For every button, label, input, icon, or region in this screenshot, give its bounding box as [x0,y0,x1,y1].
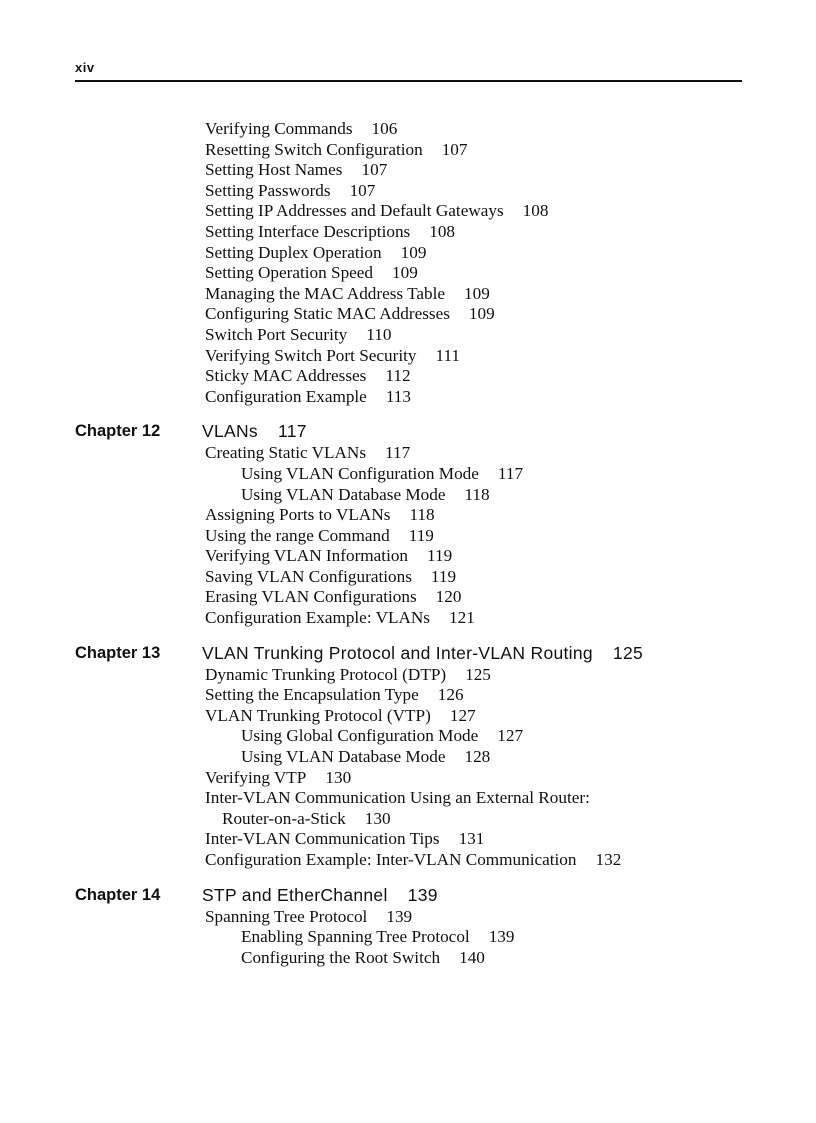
toc-entry-page: 130 [325,767,352,787]
toc-entry [0,181,816,202]
toc-entry [0,907,816,928]
toc-entry-title: Setting the Encapsulation Type [205,685,419,705]
toc-entry-title: Verifying Commands [205,119,353,138]
toc-entry-page: 127 [449,705,476,725]
toc-entry-page: 127 [497,726,524,746]
chapter-label: Chapter 14 [75,885,161,904]
toc-entry [0,160,816,181]
toc-entry-title: Configuration Example: Inter-VLAN Communication [205,850,577,869]
toc-entry-title: Spanning Tree Protocol [205,906,368,926]
toc-entry-page: 140 [459,947,485,967]
chapter-title-line [202,641,643,665]
toc-entry-title: Verifying Switch Port Security [205,345,417,365]
toc-entry-page: 139 [488,927,515,947]
toc-entry [0,927,816,948]
toc-entry-title: Using VLAN Database Mode [241,484,446,504]
chapter-label: Chapter 13 [75,643,161,662]
toc-entry [0,768,816,789]
toc-entry-title: Erasing VLAN Configurations [205,587,417,607]
toc-entry-page: 121 [449,608,475,628]
toc-entry-page: 109 [400,242,427,262]
toc-entry-page: 120 [435,587,462,607]
toc-entry-title: Verifying VTP [205,767,307,787]
toc-entry-title: Setting Host Names [205,160,343,180]
chapter-title: VLAN Trunking Protocol and Inter-VLAN Routing [202,642,593,663]
chapter-heading [0,419,816,443]
toc-entry-page: 107 [441,139,468,159]
toc-entry-page: 117 [385,443,411,463]
toc-entry-title: VLAN Trunking Protocol (VTP) [205,705,431,725]
toc-entry-page: 106 [371,119,398,138]
toc-entry-title: Configuring Static MAC Addresses [205,304,450,324]
toc-entry-title: Dynamic Trunking Protocol (DTP) [205,664,447,684]
toc-entry [0,346,816,367]
toc-entry-page: 111 [435,345,460,365]
toc-entry-title: Setting Operation Speed [205,263,374,283]
toc-entry-title: Switch Port Security [205,324,348,344]
toc-entry-page: 108 [522,201,549,221]
toc-entry-page: 131 [458,829,485,849]
toc-entry-page: 119 [408,525,434,545]
toc-entry [0,850,816,871]
toc-entry-title: Managing the MAC Address Table [205,283,446,303]
toc-entry [0,325,816,346]
table-of-contents [0,119,816,968]
toc-entry-title: Router-on-a-Stick [222,808,346,828]
toc-entry [0,119,816,140]
toc-entry-title: Setting IP Addresses and Default Gateways [205,201,504,221]
toc-entry [0,201,816,222]
toc-entry-page: 107 [361,160,388,180]
toc-entry [0,546,816,567]
toc-entry-page: 107 [349,180,376,200]
toc-entry [0,505,816,526]
toc-entry-title: Enabling Spanning Tree Protocol [241,927,470,947]
chapter-label: Chapter 12 [75,422,161,441]
toc-entry [0,665,816,686]
toc-entry-title: Configuration Example [205,386,367,406]
toc-entry-title: Using Global Configuration Mode [241,726,479,746]
chapter-page-number: 125 [612,642,644,663]
chapter-title: STP and EtherChannel [202,884,388,905]
toc-entry-title: Setting Interface Descriptions [205,221,411,241]
toc-entry-page: 109 [464,283,490,303]
toc-entry-page: 112 [385,366,411,386]
toc-entry [0,387,816,408]
toc-entry-page: 113 [385,386,411,406]
toc-entry [0,788,816,809]
chapter-heading [0,641,816,665]
toc-entry [0,809,816,830]
toc-entry-title: Using VLAN Configuration Mode [241,463,479,483]
toc-entry-title: Inter-VLAN Communication Using an External Router: [205,788,590,808]
toc-entry-page: 118 [409,505,435,525]
toc-entry [0,243,816,264]
toc-entry [0,140,816,161]
toc-entry [0,829,816,850]
toc-entry-title: Configuration Example: VLANs [205,608,430,628]
toc-entry-page: 128 [464,747,491,767]
toc-entry-title: Inter-VLAN Communication Tips [205,829,440,849]
toc-entry-page: 117 [497,463,524,483]
toc-entry-page: 139 [386,906,413,926]
chapter-title-line [202,419,307,443]
toc-entry [0,747,816,768]
toc-entry [0,263,816,284]
toc-entry [0,587,816,608]
toc-entry [0,366,816,387]
toc-entry [0,284,816,305]
toc-entry-title: Assigning Ports to VLANs [205,505,391,525]
toc-entry-title: Verifying VLAN Information [205,546,409,566]
toc-entry [0,948,816,969]
toc-entry-title: Resetting Switch Configuration [205,139,423,159]
chapter-page-number: 139 [407,884,438,905]
toc-entry-page: 119 [427,546,453,566]
chapter-title: VLANs [202,421,258,442]
page-header [75,58,742,82]
toc-entry-title: Configuring the Root Switch [241,947,441,967]
toc-entry [0,706,816,727]
toc-entry [0,485,816,506]
chapter-page-number: 117 [277,421,307,442]
toc-entry [0,304,816,325]
toc-entry [0,567,816,588]
toc-entry [0,464,816,485]
toc-entry-page: 132 [595,850,622,869]
toc-entry-page: 110 [366,324,392,344]
toc-entry-page: 125 [465,664,491,684]
toc-entry-title: Setting Passwords [205,180,331,200]
page-number: xiv [75,60,95,75]
toc-entry [0,222,816,243]
toc-entry-title: Using the range Command [205,525,390,545]
toc-entry-page: 109 [392,263,418,283]
toc-entry-page: 109 [468,304,495,324]
toc-entry [0,443,816,464]
toc-entry [0,526,816,547]
toc-entry-title: Sticky MAC Addresses [205,366,367,386]
toc-entry-page: 119 [430,566,457,586]
toc-entry-page: 108 [429,221,456,241]
toc-entry-page: 118 [464,484,490,504]
chapter-title-line [202,883,438,907]
toc-entry-title: Setting Duplex Operation [205,242,382,262]
toc-entry [0,685,816,706]
toc-entry-title: Using VLAN Database Mode [241,747,446,767]
chapter-heading [0,883,816,907]
toc-entry-page: 126 [437,685,464,705]
toc-entry [0,608,816,629]
toc-entry-title: Saving VLAN Configurations [205,566,412,586]
toc-entry [0,726,816,747]
toc-entry-page: 130 [364,808,391,828]
toc-entry-title: Creating Static VLANs [205,443,367,463]
